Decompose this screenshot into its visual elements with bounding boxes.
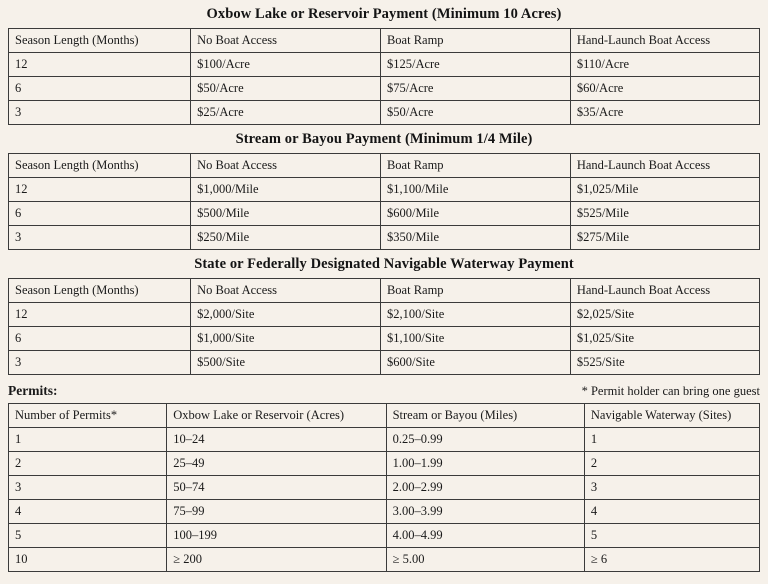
- column-header-no-boat-access: No Boat Access: [191, 279, 381, 303]
- table-header-row: [9, 279, 760, 303]
- cell-oxbow-acres: 25–49: [167, 452, 386, 476]
- cell-no-boat-access: $25/Acre: [191, 101, 381, 125]
- cell-no-boat-access: $250/Mile: [191, 226, 381, 250]
- payment-table-oxbow: [8, 28, 760, 125]
- column-header-season-length: Season Length (Months): [9, 279, 191, 303]
- cell-boat-ramp: $75/Acre: [380, 77, 570, 101]
- cell-no-boat-access: $50/Acre: [191, 77, 381, 101]
- cell-boat-ramp: $600/Mile: [380, 202, 570, 226]
- column-header-boat-ramp: Boat Ramp: [380, 29, 570, 53]
- table-row: [9, 351, 760, 375]
- section-title: State or Federally Designated Navigable Waterway Payment: [194, 256, 574, 272]
- permits-header-bar: [8, 383, 760, 399]
- cell-navigable-sites: 4: [584, 500, 759, 524]
- table-header-row: [9, 154, 760, 178]
- cell-number-of-permits: 1: [9, 428, 167, 452]
- cell-boat-ramp: $1,100/Site: [380, 327, 570, 351]
- column-header-season-length: Season Length (Months): [9, 154, 191, 178]
- cell-boat-ramp: $2,100/Site: [380, 303, 570, 327]
- table-row: [9, 524, 760, 548]
- cell-oxbow-acres: 50–74: [167, 476, 386, 500]
- cell-no-boat-access: $2,000/Site: [191, 303, 381, 327]
- table-row: [9, 500, 760, 524]
- cell-hand-launch: $1,025/Mile: [570, 178, 759, 202]
- cell-boat-ramp: $350/Mile: [380, 226, 570, 250]
- cell-oxbow-acres: ≥ 200: [167, 548, 386, 572]
- cell-season-length: 6: [9, 327, 191, 351]
- column-header-hand-launch: Hand-Launch Boat Access: [570, 154, 759, 178]
- cell-stream-miles: ≥ 5.00: [386, 548, 584, 572]
- table-row: [9, 303, 760, 327]
- cell-season-length: 12: [9, 178, 191, 202]
- payment-table-stream: [8, 153, 760, 250]
- cell-no-boat-access: $500/Site: [191, 351, 381, 375]
- cell-navigable-sites: ≥ 6: [584, 548, 759, 572]
- cell-navigable-sites: 2: [584, 452, 759, 476]
- cell-boat-ramp: $125/Acre: [380, 53, 570, 77]
- cell-season-length: 3: [9, 351, 191, 375]
- cell-navigable-sites: 5: [584, 524, 759, 548]
- column-header-hand-launch: Hand-Launch Boat Access: [570, 279, 759, 303]
- cell-no-boat-access: $500/Mile: [191, 202, 381, 226]
- cell-hand-launch: $525/Site: [570, 351, 759, 375]
- table-header-row: [9, 29, 760, 53]
- cell-hand-launch: $110/Acre: [570, 53, 759, 77]
- cell-stream-miles: 2.00–2.99: [386, 476, 584, 500]
- cell-hand-launch: $35/Acre: [570, 101, 759, 125]
- permits-footnote: * Permit holder can bring one guest: [581, 384, 760, 398]
- cell-boat-ramp: $600/Site: [380, 351, 570, 375]
- cell-navigable-sites: 1: [584, 428, 759, 452]
- table-row: [9, 327, 760, 351]
- column-header-number-of-permits: Number of Permits*: [9, 404, 167, 428]
- payment-table-navigable: [8, 278, 760, 375]
- cell-navigable-sites: 3: [584, 476, 759, 500]
- table-row: [9, 53, 760, 77]
- column-header-no-boat-access: No Boat Access: [191, 29, 381, 53]
- table-row: [9, 178, 760, 202]
- cell-stream-miles: 3.00–3.99: [386, 500, 584, 524]
- cell-oxbow-acres: 10–24: [167, 428, 386, 452]
- table-row: [9, 202, 760, 226]
- table-row: [9, 77, 760, 101]
- column-header-oxbow-acres: Oxbow Lake or Reservoir (Acres): [167, 404, 386, 428]
- section-title: Oxbow Lake or Reservoir Payment (Minimum 10 Acres): [206, 6, 562, 22]
- column-header-boat-ramp: Boat Ramp: [380, 154, 570, 178]
- cell-season-length: 6: [9, 77, 191, 101]
- cell-boat-ramp: $50/Acre: [380, 101, 570, 125]
- cell-hand-launch: $525/Mile: [570, 202, 759, 226]
- cell-no-boat-access: $1,000/Mile: [191, 178, 381, 202]
- cell-season-length: 12: [9, 303, 191, 327]
- cell-season-length: 3: [9, 226, 191, 250]
- table-row: [9, 548, 760, 572]
- cell-no-boat-access: $100/Acre: [191, 53, 381, 77]
- column-header-season-length: Season Length (Months): [9, 29, 191, 53]
- cell-stream-miles: 1.00–1.99: [386, 452, 584, 476]
- cell-stream-miles: 0.25–0.99: [386, 428, 584, 452]
- column-header-navigable-sites: Navigable Waterway (Sites): [584, 404, 759, 428]
- column-header-stream-miles: Stream or Bayou (Miles): [386, 404, 584, 428]
- cell-oxbow-acres: 100–199: [167, 524, 386, 548]
- cell-hand-launch: $2,025/Site: [570, 303, 759, 327]
- cell-season-length: 6: [9, 202, 191, 226]
- payment-section-navigable: [8, 256, 760, 375]
- cell-season-length: 12: [9, 53, 191, 77]
- column-header-hand-launch: Hand-Launch Boat Access: [570, 29, 759, 53]
- cell-season-length: 3: [9, 101, 191, 125]
- cell-hand-launch: $275/Mile: [570, 226, 759, 250]
- table-row: [9, 101, 760, 125]
- table-row: [9, 428, 760, 452]
- permits-table: [8, 403, 760, 572]
- cell-number-of-permits: 3: [9, 476, 167, 500]
- table-row: [9, 476, 760, 500]
- table-row: [9, 226, 760, 250]
- cell-stream-miles: 4.00–4.99: [386, 524, 584, 548]
- cell-number-of-permits: 10: [9, 548, 167, 572]
- cell-boat-ramp: $1,100/Mile: [380, 178, 570, 202]
- cell-number-of-permits: 2: [9, 452, 167, 476]
- column-header-no-boat-access: No Boat Access: [191, 154, 381, 178]
- cell-hand-launch: $60/Acre: [570, 77, 759, 101]
- table-row: [9, 452, 760, 476]
- payment-section-stream: [8, 131, 760, 250]
- cell-number-of-permits: 4: [9, 500, 167, 524]
- cell-number-of-permits: 5: [9, 524, 167, 548]
- section-title: Stream or Bayou Payment (Minimum 1/4 Mile): [235, 131, 533, 147]
- cell-oxbow-acres: 75–99: [167, 500, 386, 524]
- column-header-boat-ramp: Boat Ramp: [380, 279, 570, 303]
- cell-hand-launch: $1,025/Site: [570, 327, 759, 351]
- cell-no-boat-access: $1,000/Site: [191, 327, 381, 351]
- table-header-row: [9, 404, 760, 428]
- permits-label: Permits:: [8, 383, 58, 398]
- payment-section-oxbow: [8, 6, 760, 125]
